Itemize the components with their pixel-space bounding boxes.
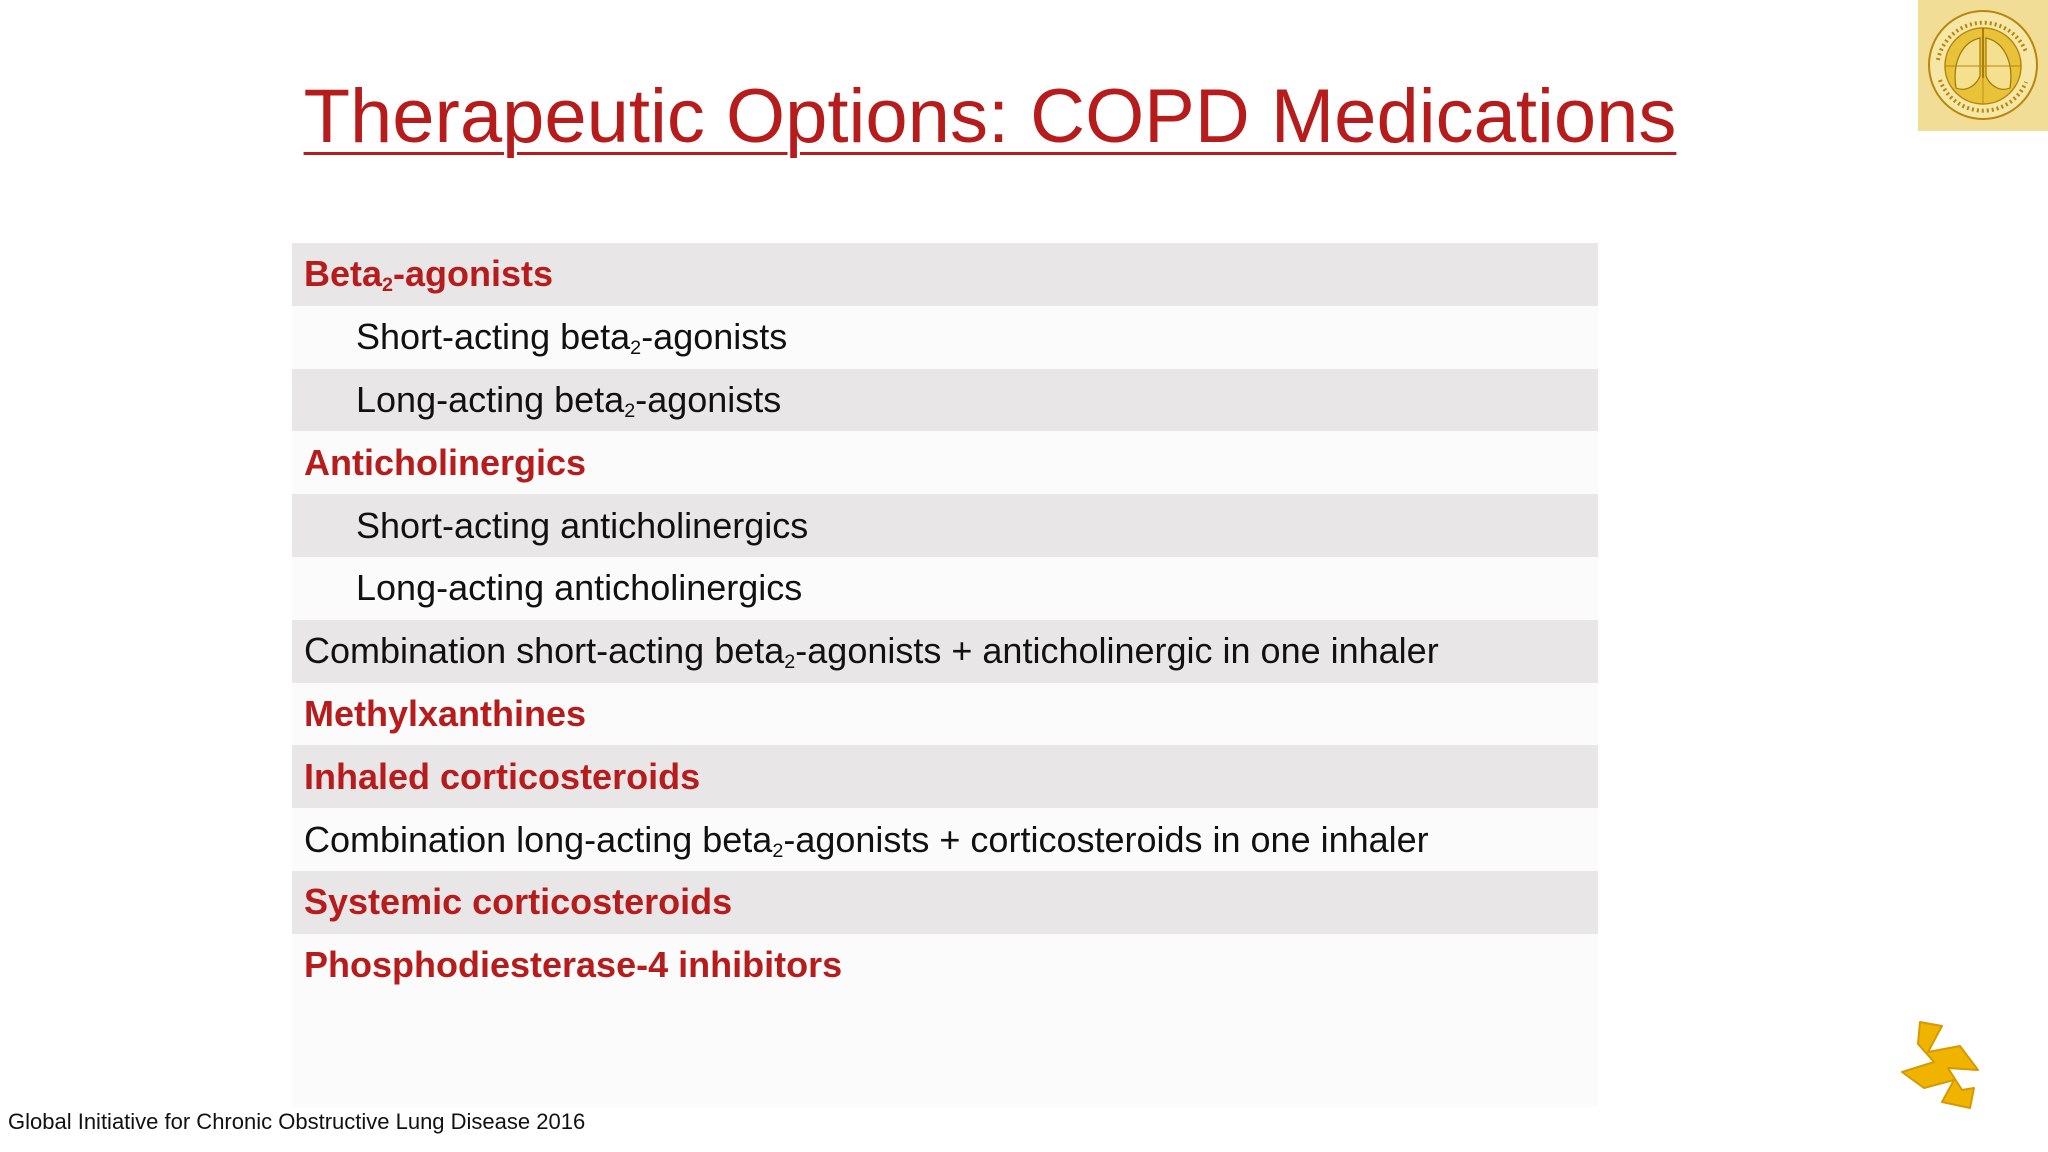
footer-citation: Global Initiative for Chronic Obstructive Lung Disease 2016 [8, 1109, 586, 1134]
row-systemic-corticosteroids [292, 871, 1598, 934]
row-long-acting-beta2-agonists [292, 369, 1598, 432]
row-label: Anticholinergics [304, 441, 587, 483]
row-label: Combination long-acting beta$_2$-agonists + corticosteroids in one inhaler [304, 818, 1429, 862]
gold-logo-icon [1918, 0, 2048, 131]
row-anticholinergics [292, 431, 1598, 494]
row-label: Beta$_2$-agonists [304, 253, 554, 297]
row-inhaled-corticosteroids [292, 745, 1598, 808]
sponsor-logo-icon [1898, 1018, 1982, 1114]
row-label: Short-acting anticholinergics [356, 504, 809, 546]
medication-table [292, 243, 1598, 1107]
row-combination-saba-anticholinergic [292, 620, 1598, 683]
row-beta2-agonists [292, 243, 1598, 306]
row-short-acting-beta2-agonists [292, 306, 1598, 369]
row-label: Systemic corticosteroids [304, 881, 733, 923]
row-combination-laba-corticosteroids [292, 808, 1598, 871]
row-label: Long-acting anticholinergics [356, 567, 803, 609]
row-label: Short-acting beta$_2$-agonists [356, 316, 788, 360]
row-long-acting-anticholinergics [292, 557, 1598, 620]
slide-title: Therapeutic Options: COPD Medications [303, 74, 1677, 159]
row-label: Inhaled corticosteroids [304, 755, 701, 797]
row-label: Combination short-acting beta$_2$-agonists + anticholinergic in one inhaler [304, 630, 1439, 674]
table-tail-spacer [292, 997, 1598, 1107]
row-label: Phosphodiesterase-4 inhibitors [304, 944, 843, 986]
row-label: Long-acting beta$_2$-agonists [356, 378, 782, 422]
row-short-acting-anticholinergics [292, 494, 1598, 557]
row-methylxanthines [292, 683, 1598, 746]
gold-logo [1918, 0, 2048, 131]
row-label: Methylxanthines [304, 692, 587, 734]
row-phosphodiesterase-4-inhibitors [292, 934, 1598, 997]
